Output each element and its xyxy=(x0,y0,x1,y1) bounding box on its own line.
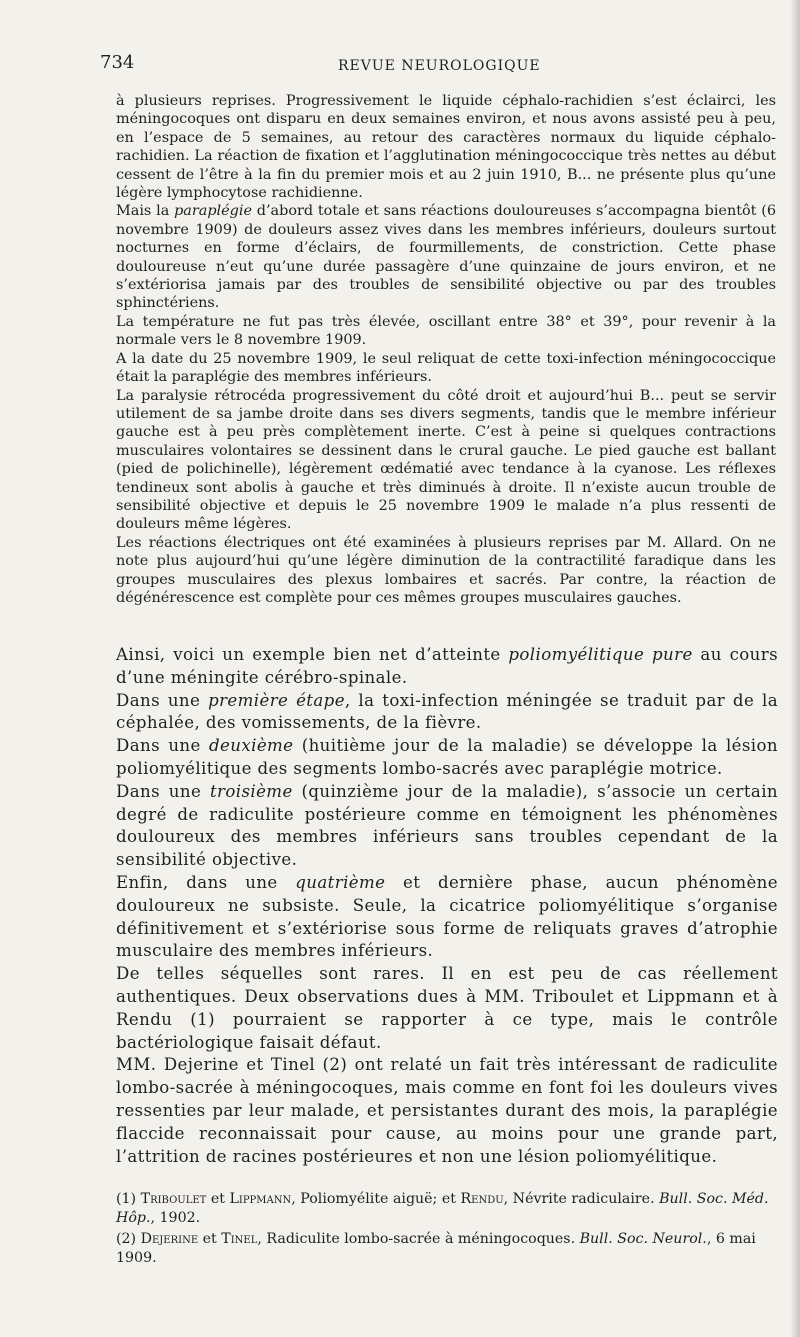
text: Ainsi, voici un exemple bien net d’atteinte xyxy=(116,645,509,664)
paragraph: A la date du 25 novembre 1909, le seul reliquat de cette toxi-infection méningococcique était la paraplégie des membres inférieurs. xyxy=(116,350,776,386)
paragraph xyxy=(116,690,778,736)
journal-title: Bull. Soc. Neurol. xyxy=(579,1231,707,1247)
paragraph xyxy=(116,1054,778,1168)
author: Triboulet xyxy=(140,1191,207,1207)
text: Dans une xyxy=(116,736,210,756)
paragraph: La paralysie rétrocéda progressivement du côté droit et aujourd’hui B... peut se servir utilement de sa jambe droite dans ses divers segments, tandis que le membre inférieur gauche est à peu près complètement inerte. C’est à peine si quelques contractions musculaires volontaires se dessinent dans le crural gauche. Le pied gauche est ballant (pied de polichinelle), légèrement œdématié avec tendance à la cyanose. Les réflexes tendineux sont abolis à gauche et très diminués à droite. Il n’existe aucun trouble de sensibilité objective et depuis le 25 novembre 1909 le malade n’a plus ressenti de douleurs même légères. xyxy=(116,387,776,533)
text: , 1902. xyxy=(150,1209,201,1226)
text: (huitième jour de la maladie) se développe la lésion poliomyélitique des segments lombo-sacrés avec paraplégie motrice. xyxy=(116,736,778,778)
journal-title: Bull. Soc. Méd. Hôp. xyxy=(116,1191,769,1226)
text: Dans une xyxy=(116,781,210,801)
footnote-number: (1) xyxy=(116,1191,141,1207)
text: Dans une xyxy=(116,690,209,710)
text: , 6 mai 1909. xyxy=(116,1231,756,1266)
text: Enfin, dans une xyxy=(116,872,296,892)
text: , Névrite radiculaire. xyxy=(503,1191,660,1207)
emphasis: troisième xyxy=(209,781,293,801)
footnote-2 xyxy=(116,1230,776,1267)
author: Tinel xyxy=(221,1231,258,1247)
text: et dernière phase, aucun phénomène douloureux ne subsiste. Seule, la cicatrice poliomyélitique s’organise définitivement et s’extériorise sous forme de reliquats graves d’atrophie musculaire des membres inférieurs. xyxy=(116,872,778,961)
emphasis: paraplégie xyxy=(174,203,252,220)
paragraph xyxy=(116,644,778,690)
text: au cours d’une méningite cérébro-spinale. xyxy=(116,645,778,687)
text: , Radiculite lombo-sacrée à méningocoques. xyxy=(257,1231,580,1247)
text: De telles séquelles sont rares. Il en est peu de cas réellement authentiques. Deux observations dues à MM. Triboulet et Lippmann et à Rendu (1) pourraient se rapporter à ce type, mais le contrôle bactériologique faisait défaut. xyxy=(116,964,778,1052)
page-crease-shadow xyxy=(790,0,800,1337)
page-number: 734 xyxy=(100,52,135,73)
paragraph: La température ne fut pas très élevée, oscillant entre 38° et 39°, pour revenir à la normale vers le 8 novembre 1909. xyxy=(116,313,776,349)
text: d’abord totale et sans réactions douloureuses s’accompagna bientôt (6 novembre 1909) de douleurs assez vives dans les membres inférieurs, douleurs surtout nocturnes en forme d’éclairs, de fourmillements, de constriction. Cette phase douloureuse n’eut qu’une durée passagère d’une quinzaine de jours environ, et ne s’extériorisa jamais par des troubles de sensibilité objective ou par des troubles sphinctériens. xyxy=(116,203,776,312)
paragraph: Les réactions électriques ont été examinées à plusieurs reprises par M. Allard. On ne note plus aujourd’hui qu’une légère diminution de la contractilité faradique dans les groupes musculaires des plexus lombaires et sacrés. Par contre, la réaction de dégénérescence est complète pour ces mêmes groupes musculaires gauches. xyxy=(116,534,776,606)
author: Lippmann xyxy=(229,1191,292,1207)
paragraph xyxy=(116,735,778,781)
emphasis: deuxième xyxy=(209,736,294,756)
footnote-1 xyxy=(116,1190,776,1227)
discussion-text xyxy=(116,644,778,1168)
text: Mais la xyxy=(116,203,175,220)
emphasis: poliomyélitique pure xyxy=(508,645,693,664)
footnotes xyxy=(116,1190,776,1270)
footnote-number: (2) xyxy=(116,1231,141,1247)
paragraph xyxy=(116,781,778,872)
case-report-text xyxy=(116,92,776,607)
text: , Poliomyélite aiguë; et xyxy=(291,1191,461,1207)
emphasis: première étape xyxy=(208,690,345,710)
author: Rendu xyxy=(460,1191,504,1207)
text: (quinzième jour de la maladie), s’associe un certain degré de radiculite postérieure comme en témoignent les phénomènes douloureux des membres inférieurs sans troubles cependant de la sensibilité objective. xyxy=(116,781,778,870)
emphasis: quatrième xyxy=(295,872,386,892)
paragraph xyxy=(116,963,778,1054)
paragraph xyxy=(116,202,776,312)
paragraph: à plusieurs reprises. Progressivement le liquide céphalo-rachidien s’est éclairci, les méningocoques ont disparu en deux semaines environ, et nous avons assisté peu à peu, en l’espace de 5 semaines, au retour des caractères normaux du liquide céphalo-rachidien. La réaction de fixation et l’agglutination méningococcique très nettes au début cessent de l’être à la fin du premier mois et au 2 juin 1910, B... ne présente plus qu’une légère lymphocytose rachidienne. xyxy=(116,93,776,202)
author: Dejerine xyxy=(140,1231,199,1247)
text: MM. Dejerine et Tinel (2) ont relaté un fait très intéressant de radiculite lombo-sacrée à méningocoques, mais comme en font foi les douleurs vives ressenties par leur malade, et persistantes durant des mois, la paraplégie flaccide reconnaissait pour cause, au moins pour une grande part, l’attrition de racines postérieures et non une lésion poliomyélitique. xyxy=(116,1055,778,1166)
text: , la toxi-infection méningée se traduit par de la céphalée, des vomissements, de la fièvre. xyxy=(116,690,778,733)
page-header xyxy=(100,50,760,76)
running-title: REVUE NEUROLOGIQUE xyxy=(338,58,541,74)
text: et xyxy=(206,1191,230,1207)
text: et xyxy=(198,1231,222,1247)
paragraph xyxy=(116,872,778,963)
